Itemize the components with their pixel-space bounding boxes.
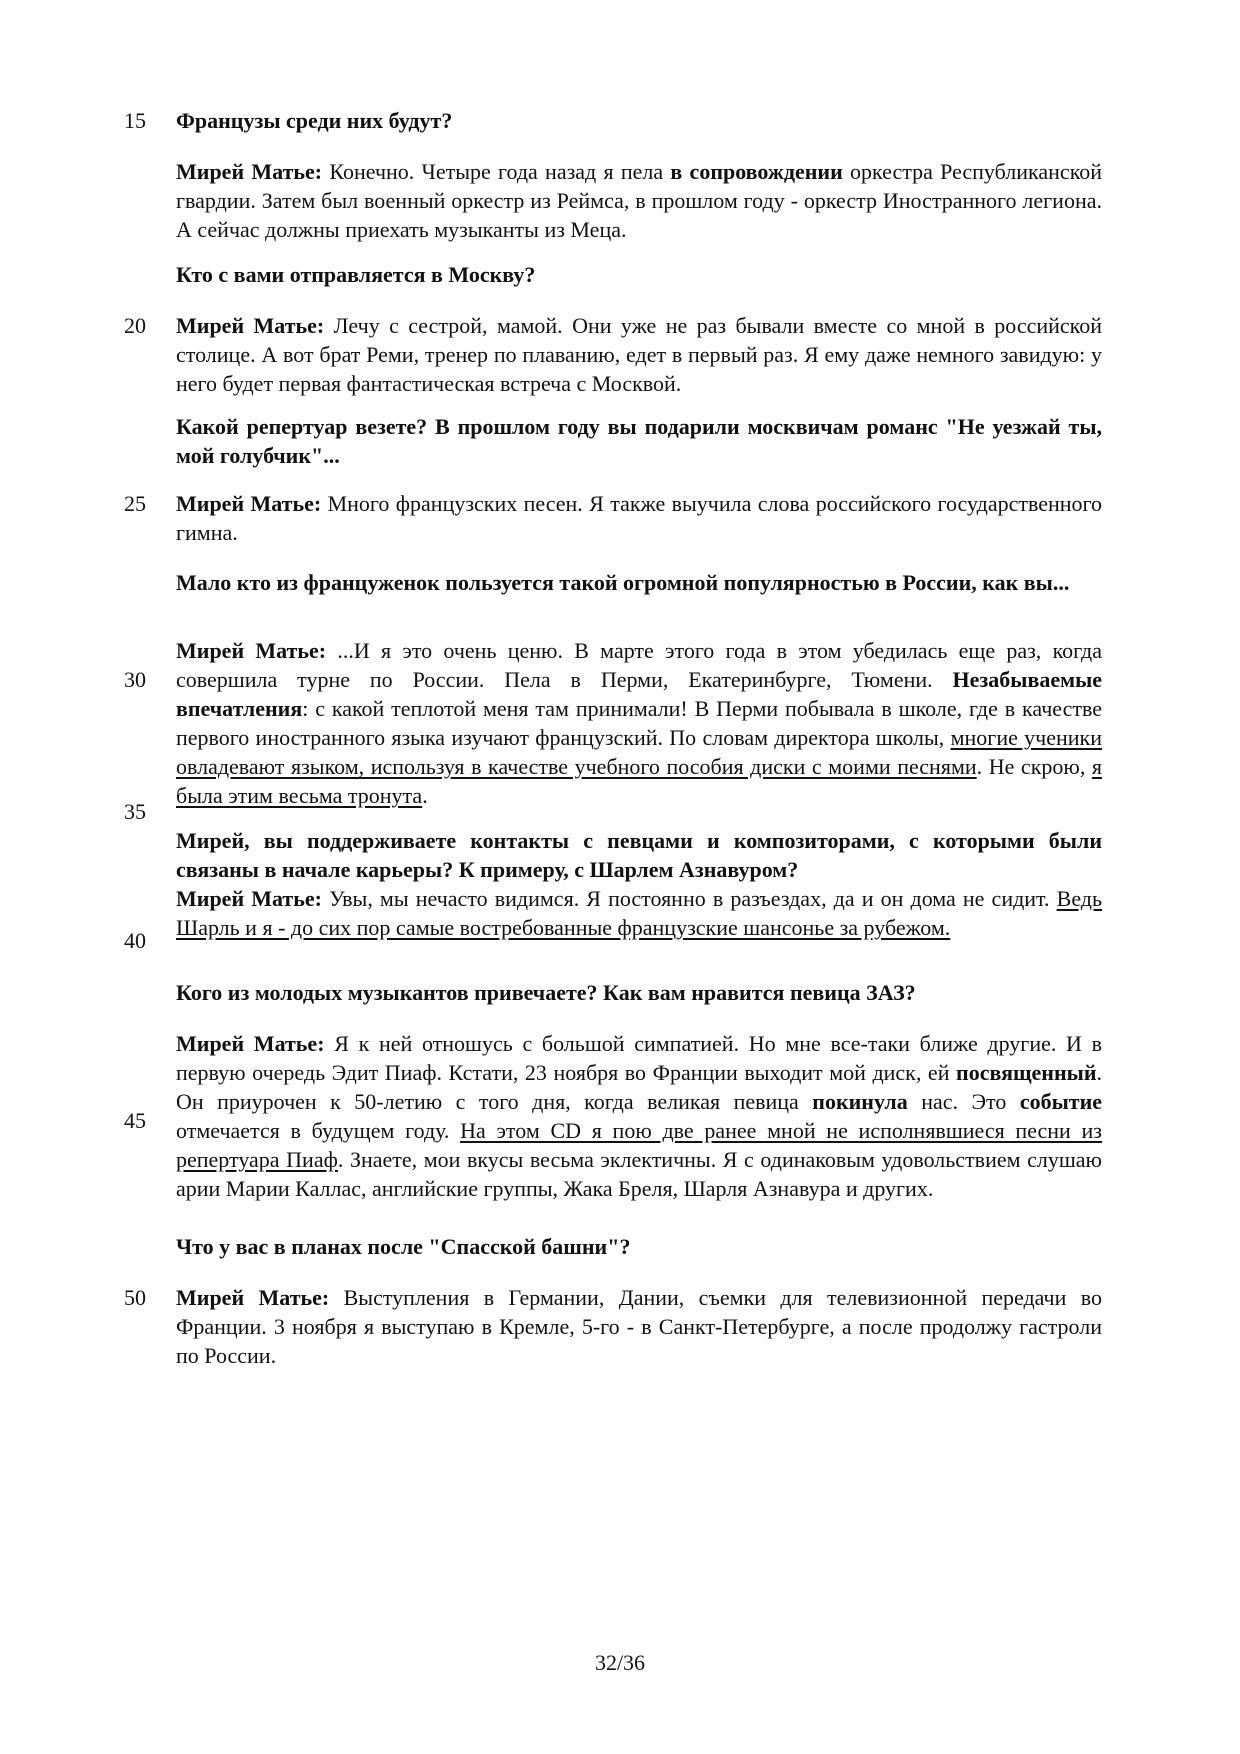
- question-text: Что у вас в планах после "Спасской башни"?: [176, 1234, 631, 1259]
- question-text: Кого из молодых музыкантов привечаете? Как вам нравится певица ЗАЗ?: [176, 980, 916, 1005]
- underlined-text: На этом CD я пою две ранее мной не исполнявшиеся песни из репертуара Пиаф: [176, 1118, 1102, 1172]
- question-4: [176, 568, 1102, 597]
- speaker-label: Мирей Матье:: [176, 1031, 325, 1056]
- line-number: 20: [124, 313, 146, 338]
- answer-7: Мирей Матье: Выступления в Германии, Дании, съемки для телевизионной передачи во Франции. 3 ноября я выступаю в Кремле, 5-го - в Санкт-Петербурге, а после продолжу гастроли по России.: [176, 1285, 1103, 1368]
- line-number: 50: [124, 1285, 146, 1310]
- question-text: Кто с вами отправляется в Москву?: [176, 262, 536, 287]
- question-text: Мирей, вы поддерживаете контакты с певцами и композиторами, с которыми были связаны в начале карьеры? К примеру, с Шарлем Азнавуром?: [176, 828, 1102, 882]
- speaker-label: Мирей Матье:: [176, 638, 327, 663]
- answer-2: Мирей Матье: Лечу с сестрой, мамой. Они уже не раз бывали вместе со мной в российской столице. А вот брат Реми, тренер по плаванию, едет в первый раз. Я ему даже немного завидую: у него будет первая фантастическая встреча с Москвой.: [176, 313, 1103, 396]
- question-text: Французы среди них будут?: [176, 108, 453, 133]
- answer-4: Мирей Матье: ...И я это очень ценю. В марте этого года в этом убедилась еще раз, когда совершила турне по России. Пела в Перми, Екатеринбурге, Тюмени. Незабываемые впечатления: с какой теплотой меня там принимали! В Перми побывала в школе, где в качестве первого иностранного языка изучают французский. По словам директора школы, многие ученики овладевают языком, используя в качестве учебного пособия диски с моими песнями. Не скрою, я была этим весьма тронута.: [176, 638, 1103, 808]
- underlined-text: многие ученики овладевают языком, используя в качестве учебного пособия диски с моими песнями: [176, 725, 1102, 779]
- answer-3: Мирей Матье: Много французских песен. Я также выучила слова российского государственного гимна.: [176, 491, 1103, 545]
- line-number: 40: [124, 928, 146, 953]
- speaker-label: Мирей Матье:: [176, 1285, 330, 1310]
- line-number: 45: [124, 1108, 146, 1133]
- question-2: [176, 260, 1102, 289]
- line-number: 25: [124, 491, 146, 516]
- question-1: [176, 106, 1102, 135]
- answer-5: Мирей Матье: Увы, мы нечасто видимся. Я постоянно в разъездах, да и он дома не сидит. Ведь Шарль и я - до сих пор самые востребованные французские шансонье за рубежом.: [176, 886, 1103, 940]
- page-number: 32/36: [594, 1650, 646, 1675]
- question-5: [176, 826, 1102, 884]
- line-number: 30: [124, 667, 146, 692]
- speaker-label: Мирей Матье:: [176, 491, 322, 516]
- question-6: [176, 978, 1102, 1007]
- question-7: [176, 1232, 1102, 1261]
- speaker-label: Мирей Матье:: [176, 886, 322, 911]
- underlined-text: Ведь Шарль и я - до сих пор самые востребованные французские шансонье за рубежом.: [176, 886, 1103, 940]
- answer-6: Мирей Матье: Я к ней отношусь с большой симпатией. Но мне все-таки ближе другие. И в первую очередь Эдит Пиаф. Кстати, 23 ноября во Франции выходит мой диск, ей посвященный. Он приурочен к 50-летию с того дня, когда великая певица покинула нас. Это событие отмечается в будущем году. На этом CD я пою две ранее мной не исполнявшиеся песни из репертуара Пиаф. Знаете, мои вкусы весьма эклектичны. Я с одинаковым удовольствием слушаю арии Марии Каллас, английские группы, Жака Бреля, Шарля Азнавура и других.: [176, 1031, 1103, 1201]
- speaker-label: Мирей Матье:: [176, 313, 325, 338]
- line-number: 15: [124, 108, 146, 133]
- question-text: Мало кто из француженок пользуется такой огромной популярностью в России, как вы...: [176, 570, 1070, 595]
- speaker-label: Мирей Матье:: [176, 159, 323, 184]
- underlined-text: я была этим весьма тронута: [176, 754, 1103, 808]
- answer-1: Мирей Матье: Конечно. Четыре года назад я пела в сопровождении оркестра Республиканской гвардии. Затем был военный оркестр из Реймса, в прошлом году - оркестр Иностранного легиона. А сейчас должны приехать музыканты из Меца.: [176, 159, 1103, 242]
- question-3: [176, 412, 1102, 470]
- line-number: 35: [124, 799, 146, 824]
- question-text: Какой репертуар везете? В прошлом году вы подарили москвичам романс "Не уезжай ты, мой голубчик"...: [176, 414, 1102, 468]
